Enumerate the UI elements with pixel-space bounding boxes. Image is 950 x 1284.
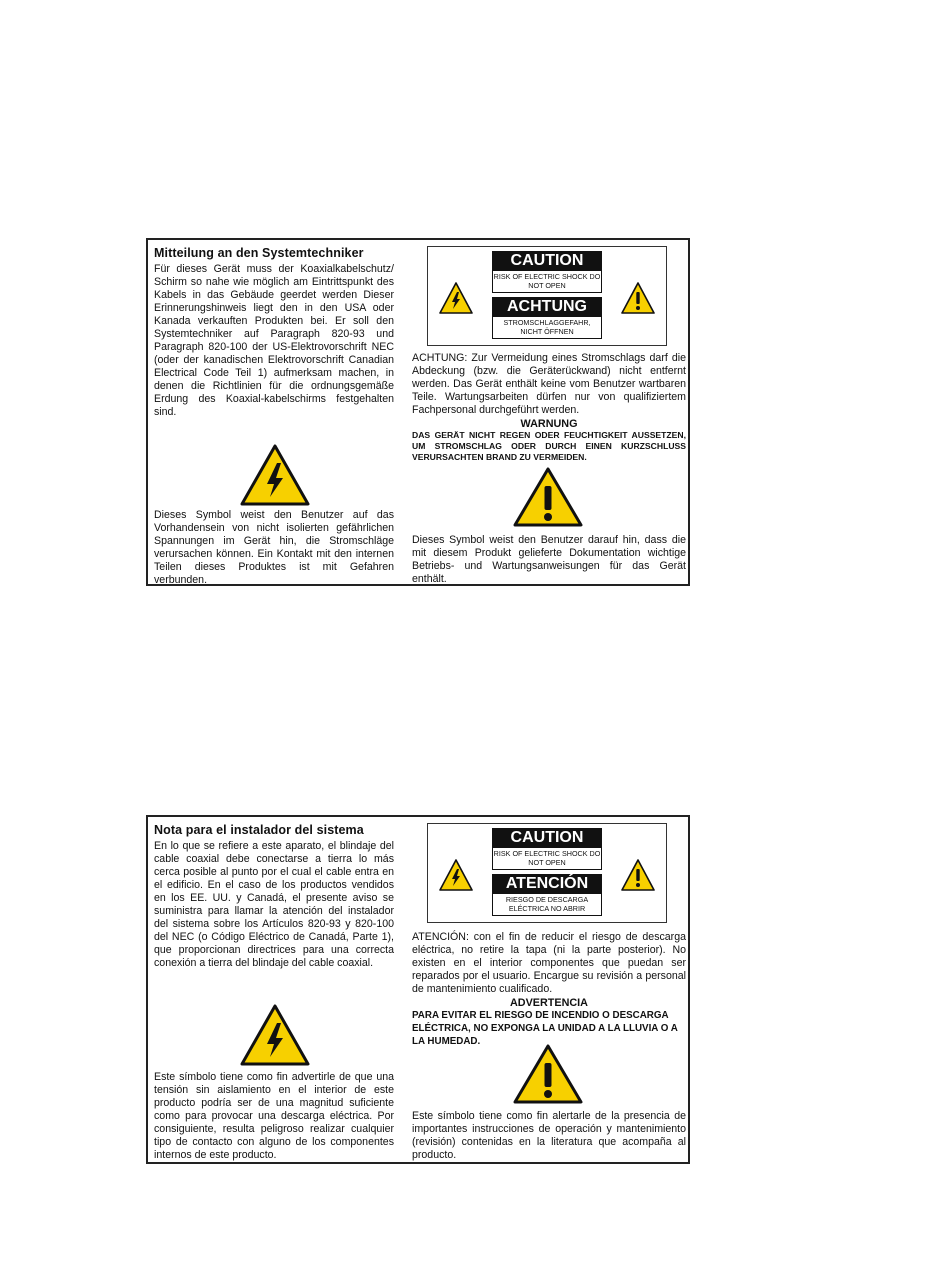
local-caution-subtitle: RIESGO DE DESCARGA ELÉCTRICA NO ABRIR <box>492 894 602 916</box>
caution-label <box>427 246 667 346</box>
caution-title: CAUTION <box>492 828 602 848</box>
bolt-symbol-explanation: Dieses Symbol weist den Benutzer auf das Vorhandensein von nicht isolierten gefährlichen Spannungen im Gerät hin, die Stromschläge verursachen können. Ein Kontakt mit den internen Teilen dieses Produktes ist mit Gefahren verbunden. <box>154 509 394 586</box>
exclamation-icon <box>620 281 656 315</box>
exclamation-icon <box>512 1043 584 1105</box>
warning-section <box>412 931 686 1048</box>
high-voltage-icon <box>438 858 474 892</box>
bolt-symbol-explanation: Este símbolo tiene como fin advertirle de que una tensión sin aislamiento en el interior de este producto podría ser de una magnitud suficiente como para provocar una descarga eléctrica. Por consiguiente, resulta peligroso realizar cualquier tipo de contacto con alguno de los componentes internos de este producto. <box>154 1071 394 1161</box>
safety-notice-spanish <box>146 815 690 1164</box>
caution-label-text <box>492 828 602 916</box>
left-column <box>154 823 394 1161</box>
exclamation-symbol-explanation: Dieses Symbol weist den Benutzer darauf hin, dass die mit diesem Produkt gelieferte Dokumentation wichtige Betriebs- und Wartungsanweisungen für das Gerät enthält. <box>412 534 686 585</box>
notice-heading: Nota para el instalador del sistema <box>154 823 364 837</box>
caution-subtitle: RISK OF ELECTRIC SHOCK DO NOT OPEN <box>492 848 602 870</box>
caution-label-text <box>492 251 602 339</box>
local-caution-title: ATENCIÓN <box>492 874 602 894</box>
caution-title: CAUTION <box>492 251 602 271</box>
warning-heading: WARNUNG <box>520 418 578 430</box>
grounding-instructions: Für dieses Gerät muss der Koaxialkabelschutz/ Schirm so nahe wie möglich am Eintrittspunkt des Kabels in das Gebäude geerdet werden Dieser Erinnerungshinweis liegt den in den USA oder Kanada verkauften Produkten bei. Er soll den Systemtechniker auf Paragraph 820-93 und Paragraph 820-100 der US-Elektrovorschrift NEC (oder der kanadischen Elektrovorschrift Canadian Electrical Code Teil 1) aufmerksam machen, in denen die Richtlinien für die ordnungsgemäße Erdung des Koaxial-kabelschirms festgehalten sind. <box>154 263 394 418</box>
caution-explanation: ATENCIÓN: con el fin de reducir el riesgo de descarga eléctrica, no retire la tapa (ni la parte posterior). No existen en el interior componentes que puedan ser reparados por el usuario. Encargue su revisión a personal de mantenimiento cualificado. <box>412 931 686 995</box>
grounding-instructions: En lo que se refiere a este aparato, el blindaje del cable coaxial debe conectarse a tierra lo más cerca posible al punto por el cual el cable entra en el edificio. En el caso de los productos vendidos en los EE. UU. y Canadá, el presente aviso se suministra para llamar la atención del instalador del sistema sobre los Artículos 820-93 y 820-100 del NEC (o Código Eléctrico de Canadá, Parte 1), que proporcionan directrices para una correcta conexión a tierra del blindaje del cable coaxial. <box>154 840 394 969</box>
exclamation-symbol-explanation: Este símbolo tiene como fin alertarle de la presencia de importantes instrucciones de operación y mantenimiento (revisión) contenidas en la literatura que acompaña al producto. <box>412 1110 686 1161</box>
warning-text: PARA EVITAR EL RIESGO DE INCENDIO O DESCARGA ELÉCTRICA, NO EXPONGA LA UNIDAD A LA LLUVIA O A LA HUMEDAD. <box>412 1010 678 1047</box>
exclamation-icon <box>620 858 656 892</box>
caution-explanation: ACHTUNG: Zur Vermeidung eines Stromschlags darf die Abdeckung (bzw. die Geräterückwand) nicht entfernt werden. Das Gerät enthält keine vom Benutzer wartbaren Teile. Wartungsarbeiten dürfen nur von qualifiziertem Fachpersonal durchgeführt werden. <box>412 352 686 416</box>
high-voltage-icon <box>438 281 474 315</box>
warning-section <box>412 352 686 463</box>
warning-text: DAS GERÄT NICHT REGEN ODER FEUCHTIGKEIT AUSSETZEN, UM STROMSCHLAG ODER DURCH EINEN KURZSCHLUSS VERURSACHTEN BRAND ZU VERMEIDEN. <box>412 430 686 462</box>
safety-notice-german <box>146 238 690 586</box>
notice-heading: Mitteilung an den Systemtechniker <box>154 246 364 260</box>
high-voltage-icon <box>239 1003 311 1067</box>
local-caution-subtitle: STROMSCHLAGGEFAHR, NICHT ÖFFNEN <box>492 317 602 339</box>
high-voltage-icon <box>239 443 311 507</box>
local-caution-title: ACHTUNG <box>492 297 602 317</box>
warning-heading: ADVERTENCIA <box>510 997 588 1009</box>
caution-label <box>427 823 667 923</box>
caution-subtitle: RISK OF ELECTRIC SHOCK DO NOT OPEN <box>492 271 602 293</box>
left-column <box>154 246 394 586</box>
exclamation-icon <box>512 466 584 528</box>
